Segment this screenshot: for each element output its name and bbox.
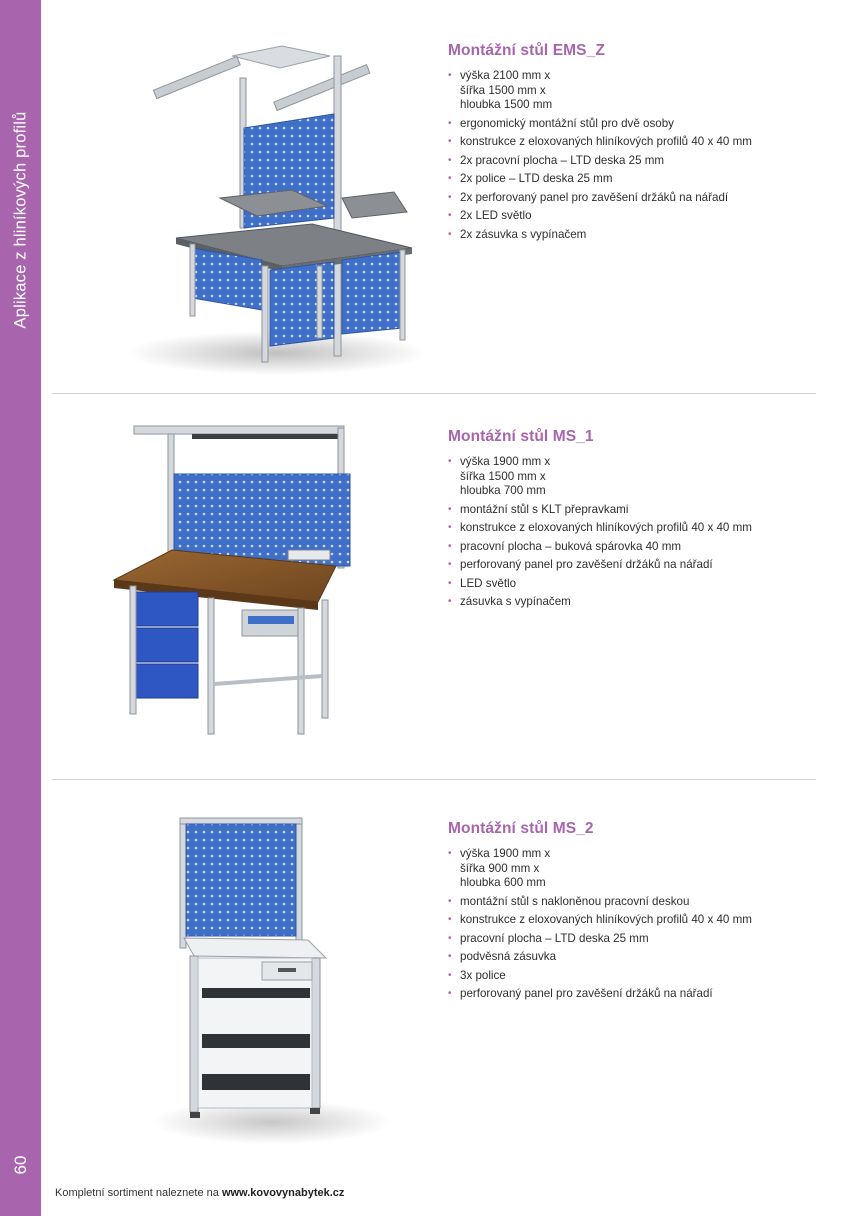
product-ms-1 <box>52 394 816 778</box>
feature-item: • pracovní plocha – buková spárovka 40 mm <box>448 540 808 555</box>
dimensions-item <box>448 69 808 113</box>
workbench-ems-z-illustration <box>112 28 442 388</box>
feature-list <box>448 847 808 1002</box>
feature-item: • 2x perforovaný panel pro zavěšení držáků na nářadí <box>448 191 808 206</box>
product-image-ms-2 <box>112 812 442 1172</box>
footer-text: Kompletní sortiment naleznete na <box>55 1187 219 1199</box>
page-number-text: 60 <box>10 1155 30 1175</box>
feature-item: • konstrukce z eloxovaných hliníkových profilů 40 x 40 mm <box>448 521 808 536</box>
dimensions-item <box>448 847 808 891</box>
dimension-depth: hloubka 600 mm <box>460 876 546 889</box>
product-title: Montážní stůl EMS_Z <box>448 42 605 59</box>
feature-item: • 2x zásuvka s vypínačem <box>448 228 808 243</box>
feature-list <box>448 69 808 242</box>
feature-item: • konstrukce z eloxovaných hliníkových profilů 40 x 40 mm <box>448 913 808 928</box>
feature-item: • 2x police – LTD deska 25 mm <box>448 172 808 187</box>
feature-item: • montážní stůl s nakloněnou pracovní deskou <box>448 895 808 910</box>
feature-item: • 2x LED světlo <box>448 209 808 224</box>
dimension-height: • výška 1900 mm x <box>460 455 551 468</box>
feature-item: • 3x police <box>448 969 808 984</box>
feature-list <box>448 455 808 610</box>
feature-item: • perforovaný panel pro zavěšení držáků na nářadí <box>448 558 808 573</box>
dimension-depth: hloubka 700 mm <box>460 484 546 497</box>
product-info-ms-1 <box>448 428 808 614</box>
feature-item: • 2x pracovní plocha – LTD deska 25 mm <box>448 154 808 169</box>
feature-item: • konstrukce z eloxovaných hliníkových profilů 40 x 40 mm <box>448 135 808 150</box>
page-number <box>0 1150 41 1180</box>
footer-website-link[interactable]: www.kovovynabytek.cz <box>221 1187 345 1199</box>
dimension-width: šířka 1500 mm x <box>460 83 546 97</box>
product-info-ms-2 <box>448 820 808 1006</box>
feature-item: • ergonomický montážní stůl pro dvě osoby <box>448 117 808 132</box>
product-info-ems-z <box>448 42 808 246</box>
dimension-width: šířka 1500 mm x <box>460 469 546 483</box>
dimension-height: • výška 2100 mm x <box>460 69 551 82</box>
dimension-width: šířka 900 mm x <box>460 861 540 875</box>
workbench-ms-2-illustration <box>112 812 442 1172</box>
dimensions-item <box>448 455 808 499</box>
feature-item: • pracovní plocha – LTD deska 25 mm <box>448 932 808 947</box>
workbench-ms-1-illustration <box>112 414 442 774</box>
feature-item: • podvěsná zásuvka <box>448 950 808 965</box>
dimension-height: • výška 1900 mm x <box>460 847 551 860</box>
section-title-text: Aplikace z hliníkových profilů <box>11 111 29 329</box>
dimension-depth: hloubka 1500 mm <box>460 98 553 111</box>
feature-item: • perforovaný panel pro zavěšení držáků na nářadí <box>448 987 808 1002</box>
product-image-ems-z <box>112 28 442 388</box>
feature-item: • zásuvka s vypínačem <box>448 595 808 610</box>
feature-item: • LED světlo <box>448 577 808 592</box>
product-image-ms-1 <box>112 414 442 774</box>
product-ms-2 <box>52 780 816 1150</box>
section-title <box>0 0 41 360</box>
footer <box>55 1187 344 1199</box>
product-title: Montážní stůl MS_2 <box>448 820 594 837</box>
product-title: Montážní stůl MS_1 <box>448 428 594 445</box>
product-ems-z <box>52 28 816 392</box>
feature-item: • montážní stůl s KLT přepravkami <box>448 503 808 518</box>
